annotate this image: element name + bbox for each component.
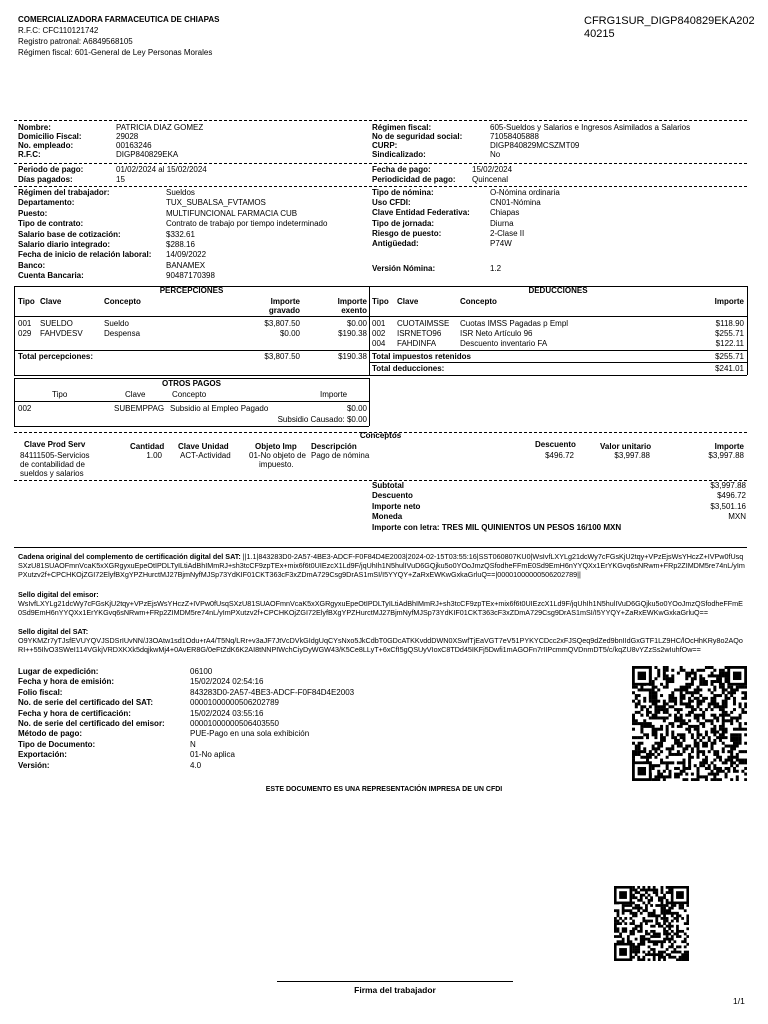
total-label: Importe neto — [372, 501, 421, 511]
field-label: Periodicidad de pago: — [372, 174, 456, 184]
company-rfc: R.F.C: CFC110121742 — [18, 26, 99, 35]
perc-row-concepto: Sueldo — [104, 319, 129, 328]
info-label: Folio fiscal: — [18, 687, 63, 697]
otros-row-clave: SUBEMPPAG — [114, 404, 165, 413]
field-value: CN01-Nómina — [490, 198, 541, 208]
field-value: 15 — [116, 174, 125, 184]
sello-sat: O9YKMZr7yTJsfEVUYQVJSDSrIUvNN/J3OAtw1sd1Odu+rA4/T5Nq/LRr+v3aJF7JtVcDVkGIdgUqCYsNxo5JkCdbT0GDcATKKvddDWN0XSwfTjEaVGT7eV51PYKYCDcc2xFJSQeq9dZed9bnIIdGxGTF1LZ9HC/lOcHhKRy8o2AQoRI++55IlvO3SWeI114VGkjVRDXKXk5dqjkwMj4+0AvER8G/0eFtZdK6K2AI8tNNPIWchCiyDyWGW43/K5Ce8LLyT+6xCfI5gQSUyVIoxC8TDd45IKFj5Dwfi1mAGOFn7rIIPcmmQVDnmDT5/c/kqZU8vYZzSs2wIuhfOw== — [18, 636, 743, 655]
field-value: 1.2 — [490, 264, 502, 273]
perc-header-exento-1: Importe — [337, 297, 367, 306]
perc-header-exento-2: exento — [341, 306, 367, 315]
conceptos-title: Conceptos — [359, 431, 402, 440]
ded-row-clave: CUOTAIMSSE — [397, 319, 450, 328]
conc-header-clave: Clave Prod Serv — [24, 440, 86, 449]
field-label: Periodo de pago: — [18, 165, 84, 174]
field-label: Tipo de contrato: — [18, 219, 84, 229]
perc-total-label: Total percepciones: — [18, 352, 93, 361]
field-label: Cuenta Bancaria: — [18, 271, 84, 281]
field-value: 14/09/2022 — [166, 250, 207, 260]
field-value: DIGP840829MCSZMT09 — [490, 140, 580, 150]
info-label: Exportación: — [18, 750, 67, 760]
field-value: No — [490, 149, 501, 159]
conc-row-objeto-1: 01-No objeto de — [249, 451, 306, 460]
field-value: TUX_SUBALSA_FVTAMOS — [166, 198, 266, 208]
ded-row-importe: $118.90 — [715, 319, 744, 328]
ded-row-importe: $122.11 — [715, 339, 744, 348]
cadena-original — [18, 552, 746, 580]
ded-row-tipo: 002 — [372, 329, 386, 338]
field-value: MULTIFUNCIONAL FARMACIA CUB — [166, 208, 298, 218]
field-label: Fecha de inicio de relación laboral: — [18, 250, 152, 260]
field-label: Salario diario integrado: — [18, 240, 111, 249]
field-value: DIGP840829EKA — [116, 149, 179, 159]
otros-row-concepto: Subsidio al Empleo Pagado — [170, 404, 269, 413]
ded-retenidos-value: $255.71 — [715, 352, 744, 361]
cadena-label: Cadena original del complemento de certificación digital del SAT: — [18, 552, 241, 561]
otros-pagos-title: OTROS PAGOS — [162, 379, 221, 388]
field-label: Nombre: — [18, 123, 51, 132]
info-value: 843283D0-2A57-4BE3-ADCF-F0F84D4E2003 — [190, 687, 355, 697]
field-label: Versión Nómina: — [372, 264, 436, 273]
field-value: 15/02/2024 — [472, 165, 513, 174]
field-label: Régimen fiscal: — [372, 123, 432, 132]
document-id-line1: CFRG1SUR_DIGP840829EKA202 — [584, 15, 755, 27]
field-value: $332.61 — [166, 229, 195, 239]
perc-header-tipo: Tipo — [18, 297, 35, 306]
subsidio-label: Subsidio Causado: — [277, 415, 345, 424]
field-value: PATRICIA DIAZ GOMEZ — [116, 123, 204, 132]
representacion-impresa: ESTE DOCUMENTO ES UNA REPRESENTACIÓN IMPRESA DE UN CFDI — [265, 786, 503, 793]
otros-row-importe: $0.00 — [346, 404, 367, 413]
field-label: Puesto: — [18, 208, 48, 218]
perc-row-exento: $0.00 — [346, 319, 367, 328]
ded-row-clave: ISRNETO96 — [397, 329, 442, 338]
field-label: No de seguridad social: — [372, 131, 463, 141]
perc-row-gravado: $0.00 — [279, 329, 300, 338]
ded-row-importe: $255.71 — [715, 329, 744, 338]
perc-row-concepto: Despensa — [104, 329, 141, 338]
conc-row-clave-3: sueldos y salarios — [20, 469, 84, 478]
perc-header-gravado-1: Importe — [270, 297, 300, 306]
info-value: 15/02/2024 02:54:16 — [190, 677, 264, 687]
total-label: Subtotal — [372, 481, 404, 490]
field-value: Quincenal — [472, 174, 509, 184]
info-value: 00001000000506403550 — [190, 719, 279, 728]
sello-sat-label: Sello digital del SAT: — [18, 627, 89, 636]
conc-row-clave-1: 84111505-Servicios — [20, 451, 90, 460]
deducciones-title: DEDUCCIONES — [528, 286, 588, 295]
conc-header-unidad: Clave Unidad — [178, 442, 229, 451]
subsidio-causado — [250, 415, 367, 424]
field-value: 00163246 — [116, 140, 152, 150]
importe-letra-label: Importe con letra: — [372, 523, 440, 532]
ded-header-importe: Importe — [714, 297, 744, 306]
perc-header-gravado-2: gravado — [268, 306, 300, 315]
info-label: Método de pago: — [18, 729, 82, 739]
conc-row-descuento: $496.72 — [545, 451, 574, 460]
otros-header-tipo: Tipo — [52, 390, 68, 399]
ded-row-tipo: 001 — [372, 319, 386, 328]
ded-header-clave: Clave — [397, 297, 419, 306]
total-value: $3,501.16 — [710, 501, 746, 511]
conc-row-importe: $3,997.88 — [708, 451, 744, 460]
conc-header-valor: Valor unitario — [600, 442, 652, 451]
conc-header-objeto: Objeto Imp — [255, 442, 297, 451]
field-label: Uso CFDI: — [372, 198, 411, 208]
ded-row-concepto: ISR Neto Artículo 96 — [460, 329, 533, 338]
cadena-value: ||1.1|843283D0-2A57-4BE3-ADCF-F0F84D4E2003|2024-02-15T03:55:16|SST060807KU0|WsIvfLXYLg21dcWy7cFGsKjU2tqy+VPzEjsWsYHczZ+IVPw0fUsqSXzU81SUAOFmnVcaK5xXGRgyxuEpeOtIPDLTyILtiAdBhIMmRJ+sh3tcCF9zpTEx+mix6f6t0UIEzcX1Ld9F/jqUhIh1N5hulIVuD6GQjku5o0YOoJmzQSfodheFFmE0Sd9EmH6nYYQXx1ErYKGvq6sNRwm+FRp2ZIMDM5re74nL/yImPXutzv2f+CPCHKOjZGI72ElyfBXgYPZHurctMJ27BjmNyfMJSp73YdKIF01CKT363cF3xZDmA729Csg9DrAS1mSI/I5YYQY+ZaRxEWKwGxkaGrluQ==|00001000000506202789|| — [18, 552, 745, 580]
conc-header-cantidad: Cantidad — [130, 442, 165, 451]
importe-letra-value: TRES MIL QUINIENTOS UN PESOS 16/100 MXN — [441, 523, 622, 532]
conc-row-descripcion: Pago de nómina — [311, 451, 370, 460]
regimen-fiscal-emisor: Régimen fiscal: 601-General de Ley Personas Morales — [18, 48, 213, 57]
document-id-line2: 40215 — [584, 28, 615, 40]
field-label: Salario base de cotización: — [18, 229, 121, 239]
conc-row-cantidad: 1.00 — [146, 451, 162, 460]
perc-header-clave: Clave — [40, 297, 62, 306]
sello-emisor-label: Sello digital del emisor: — [18, 590, 99, 599]
field-label: R.F.C: — [18, 149, 41, 159]
conc-row-clave-2: de contabilidad de — [20, 460, 85, 469]
total-value: $3,997.88 — [710, 481, 746, 490]
firma-trabajador: Firma del trabajador — [354, 985, 436, 995]
field-value: O-Nómina ordinaria — [490, 188, 560, 197]
field-value: 71058405888 — [490, 131, 539, 141]
field-value: Chiapas — [490, 208, 520, 218]
total-value: $496.72 — [717, 491, 746, 501]
registro-patronal: Registro patronal: A6849568105 — [18, 37, 133, 46]
info-value: 15/02/2024 03:55:16 — [190, 708, 264, 718]
field-label: Domicilio Fiscal: — [18, 131, 82, 141]
perc-total-gravado: $3,807.50 — [264, 352, 300, 361]
field-label: Clave Entidad Federativa: — [372, 208, 470, 218]
info-value: 4.0 — [190, 760, 202, 770]
ded-row-tipo: 004 — [372, 339, 386, 348]
total-label: Descuento — [372, 491, 413, 501]
qr-code-icon — [632, 666, 747, 781]
field-value: 605-Sueldos y Salarios e Ingresos Asimilados a Salarios — [490, 123, 691, 132]
ded-header-tipo: Tipo — [372, 297, 389, 306]
info-label: Fecha y hora de certificación: — [18, 708, 131, 718]
field-label: Sindicalizado: — [372, 149, 426, 159]
field-value: Diurna — [490, 218, 514, 228]
conc-row-objeto-2: impuesto. — [259, 460, 294, 469]
field-value: BANAMEX — [166, 260, 206, 270]
info-value: 00001000000506202789 — [190, 698, 279, 708]
importe-letra — [372, 523, 621, 532]
info-value: PUE-Pago en una sola exhibición — [190, 729, 310, 739]
total-value: MXN — [728, 512, 746, 522]
sello-emisor: WsIvfLXYLg21dcWy7cFGsKjU2tqy+VPzEjsWsYHczZ+IVPw0fUsqSXzU81SUAOFmnVcaK5xXGRgyxuEpeOtIPDLTyILtiAdBhIMmRJ+sh3tcCF9zpTEx+mix6f6t0UIEzcX1Ld9F/jqUhIh1N5hulIVuD6GQjku5o0YOoJmzQSfodheFFmE0Sd9EmH6nYYQXx1ErYKGvq6sNRwm+FRp2ZIMDM5re74nL/yImPXutzv2f+CPCHKOjZGI72ElyfBXgYPZHurctMJ27BjmNyfMJSp73YdKIF01CKT363cF3xZDmA729Csg9DrAS1mSI/I5YYQY+ZaRxEWKwGxkaGrluQ== — [18, 599, 743, 618]
perc-row-clave: FAHVDESV — [40, 329, 83, 338]
field-value: 29028 — [116, 131, 139, 141]
conc-header-descripcion: Descripción — [311, 442, 357, 451]
info-label: No. de serie del certificado del emisor: — [18, 719, 165, 728]
perc-row-clave: SUELDO — [40, 319, 73, 328]
perc-row-exento: $190.38 — [338, 329, 367, 338]
otros-header-importe: Importe — [320, 390, 348, 399]
company-name: COMERCIALIZADORA FARMACEUTICA DE CHIAPAS — [18, 15, 220, 24]
field-label: No. empleado: — [18, 140, 74, 150]
field-label: Riesgo de puesto: — [372, 228, 442, 238]
field-value: 01/02/2024 al 15/02/2024 — [116, 165, 207, 174]
ded-row-concepto: Cuotas IMSS Pagadas p Empl — [460, 319, 569, 328]
field-value: Sueldos — [166, 188, 195, 197]
field-label: Tipo de nómina: — [372, 188, 434, 197]
percepciones-title: PERCEPCIONES — [159, 286, 224, 295]
perc-header-concepto: Concepto — [104, 297, 141, 306]
field-label: Tipo de jornada: — [372, 218, 435, 228]
field-label: Fecha de pago: — [372, 165, 431, 174]
otros-header-concepto: Concepto — [172, 390, 207, 399]
field-label: Días pagados: — [18, 174, 73, 184]
ded-total-value: $241.01 — [715, 364, 744, 373]
field-value: P74W — [490, 239, 512, 248]
field-value: Contrato de trabajo por tiempo indeterminado — [166, 219, 328, 229]
field-value: $288.16 — [166, 240, 195, 249]
qr-code-small-icon — [614, 886, 689, 961]
field-label: Antigüedad: — [372, 239, 419, 248]
field-label: Departamento: — [18, 198, 75, 208]
info-value: N — [190, 739, 196, 749]
info-value: 06100 — [190, 667, 213, 676]
otros-header-clave: Clave — [125, 390, 146, 399]
field-label: CURP: — [372, 140, 398, 150]
info-label: Fecha y hora de emisión: — [18, 677, 115, 687]
otros-row-tipo: 002 — [18, 404, 32, 413]
perc-row-gravado: $3,807.50 — [264, 319, 300, 328]
total-label: Moneda — [372, 512, 403, 522]
subsidio-value: $0.00 — [346, 415, 367, 424]
perc-row-tipo: 001 — [18, 319, 32, 328]
ded-total-label: Total deducciones: — [372, 364, 445, 373]
field-value: 90487170398 — [166, 271, 215, 281]
conc-header-importe: Importe — [714, 442, 744, 451]
info-label: Versión: — [18, 760, 50, 770]
conc-row-valor: $3,997.88 — [614, 451, 650, 460]
ded-retenidos-label: Total impuestos retenidos — [372, 352, 471, 361]
page-number: 1/1 — [733, 996, 745, 1006]
info-value: 01-No aplica — [190, 750, 235, 760]
info-label: Tipo de Documento: — [18, 739, 96, 749]
field-value: 2-Clase II — [490, 228, 525, 238]
ded-row-concepto: Descuento inventario FA — [460, 339, 548, 348]
ded-header-concepto: Concepto — [460, 297, 497, 306]
perc-row-tipo: 029 — [18, 329, 32, 338]
conc-row-unidad: ACT-Actividad — [180, 451, 231, 460]
field-label: Banco: — [18, 260, 46, 270]
field-label: Régimen del trabajador: — [18, 188, 110, 197]
info-label: Lugar de expedición: — [18, 667, 99, 676]
perc-total-exento: $190.38 — [338, 352, 367, 361]
ded-row-clave: FAHDINFA — [397, 339, 437, 348]
info-label: No. de serie del certificado del SAT: — [18, 698, 153, 708]
conc-header-descuento: Descuento — [535, 440, 576, 449]
